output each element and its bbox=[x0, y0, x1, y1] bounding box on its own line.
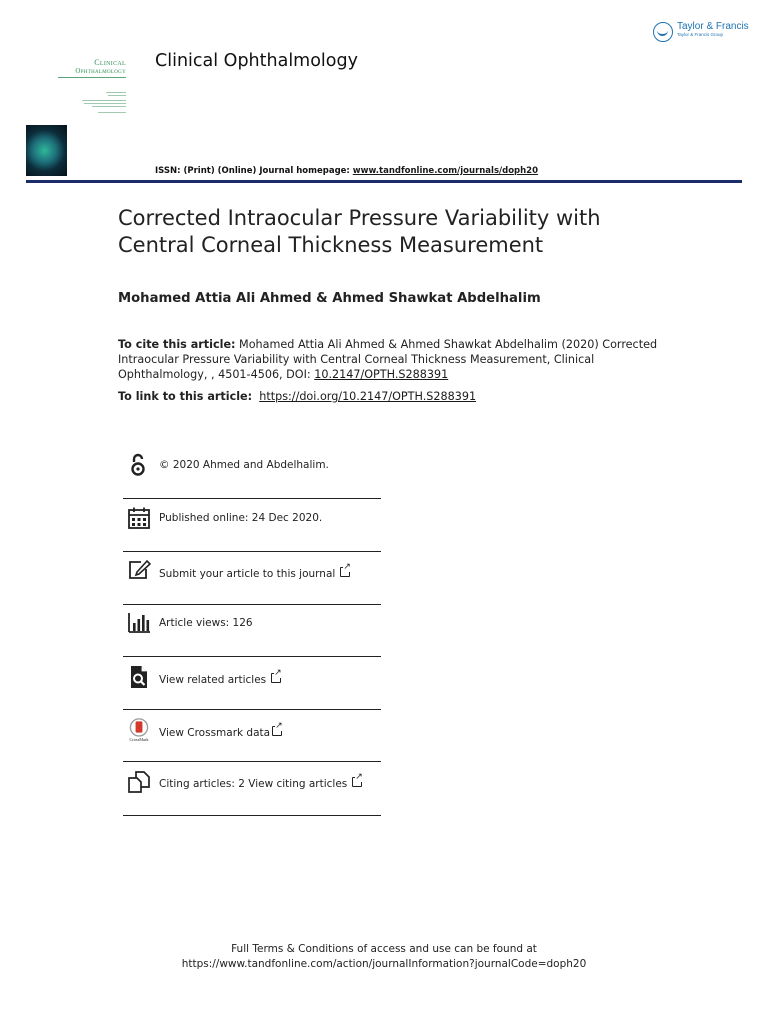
publisher-group: Taylor & Francis Group bbox=[677, 32, 724, 37]
doi-link[interactable]: 10.2147/OPTH.S288391 bbox=[314, 368, 449, 381]
citing-articles-row[interactable] bbox=[123, 761, 381, 816]
article-doi-url-link[interactable]: https://doi.org/10.2147/OPTH.S288391 bbox=[259, 390, 477, 403]
external-link-icon bbox=[352, 777, 362, 787]
external-link-icon bbox=[272, 726, 282, 736]
edit-icon bbox=[127, 558, 151, 582]
external-link-icon bbox=[271, 673, 281, 683]
cite-text: Mohamed Attia Ali Ahmed & Ahmed Shawkat Abdelhalim (2020) Corrected Intraocular Pressure Variability with Central Corneal Thickness Measurement, Clinical Ophthalmology, , 4501-4506, DOI: bbox=[118, 338, 658, 381]
article-title: Corrected Intraocular Pressure Variability with Central Corneal Thickness Measurement bbox=[118, 206, 601, 257]
submit-article-row[interactable] bbox=[123, 551, 381, 605]
external-link-icon bbox=[340, 567, 350, 577]
cite-label: To cite this article: bbox=[118, 338, 236, 351]
link-label: To link to this article: bbox=[118, 390, 253, 403]
open-access-icon bbox=[127, 453, 151, 477]
citing-articles-label: Citing articles: 2 View citing articles bbox=[159, 778, 348, 790]
article-views-row bbox=[123, 604, 381, 657]
submit-article-link[interactable] bbox=[159, 567, 350, 580]
issn-line bbox=[155, 166, 538, 176]
footer-line1: Full Terms & Conditions of access and use can be found at bbox=[231, 943, 537, 955]
cover-thumbnail-title bbox=[56, 58, 126, 75]
related-articles-label: View related articles bbox=[159, 674, 267, 686]
copyright-text: © 2020 Ahmed and Abdelhalim. bbox=[159, 459, 329, 471]
bar-chart-icon bbox=[127, 611, 151, 635]
crossmark-row[interactable] bbox=[123, 709, 381, 762]
crossmark-logo-text: CrossMark bbox=[129, 737, 149, 742]
citing-documents-icon bbox=[127, 770, 151, 794]
published-date-text: Published online: 24 Dec 2020. bbox=[159, 512, 323, 524]
footer-terms-url[interactable]: https://www.tandfonline.com/action/journalInformation?journalCode=doph20 bbox=[181, 958, 587, 970]
citation-block bbox=[118, 337, 678, 382]
related-articles-row[interactable] bbox=[123, 656, 381, 710]
journal-homepage-link[interactable]: www.tandfonline.com/journals/doph20 bbox=[352, 166, 539, 176]
taylor-francis-logo-icon bbox=[653, 22, 673, 42]
cover-title-line2: Ophthalmology bbox=[75, 67, 126, 76]
article-views-text: Article views: 126 bbox=[159, 617, 253, 629]
published-row bbox=[123, 498, 381, 552]
crossmark-label: View Crossmark data bbox=[159, 727, 271, 739]
crossmark-icon bbox=[127, 718, 151, 742]
cover-title-line1: Clinical bbox=[94, 58, 126, 67]
calendar-icon bbox=[127, 506, 151, 530]
issn-prefix: ISSN: (Print) (Online) Journal homepage: bbox=[155, 166, 353, 176]
related-articles-link[interactable] bbox=[159, 673, 281, 686]
article-link-row bbox=[118, 390, 476, 403]
publisher-logo bbox=[653, 22, 749, 42]
submit-article-label: Submit your article to this journal bbox=[159, 568, 336, 580]
citing-articles-link[interactable] bbox=[159, 777, 362, 790]
journal-cover-image bbox=[26, 125, 67, 176]
journal-title: Clinical Ophthalmology bbox=[155, 51, 358, 71]
header-rule bbox=[26, 180, 742, 183]
crossmark-link[interactable] bbox=[159, 726, 282, 739]
document-search-icon bbox=[127, 665, 151, 689]
article-authors: Mohamed Attia Ali Ahmed & Ahmed Shawkat Abdelhalim bbox=[118, 291, 541, 306]
open-access-row bbox=[123, 447, 381, 499]
publisher-name: Taylor & Francis bbox=[677, 21, 749, 32]
footer-terms bbox=[0, 942, 768, 972]
